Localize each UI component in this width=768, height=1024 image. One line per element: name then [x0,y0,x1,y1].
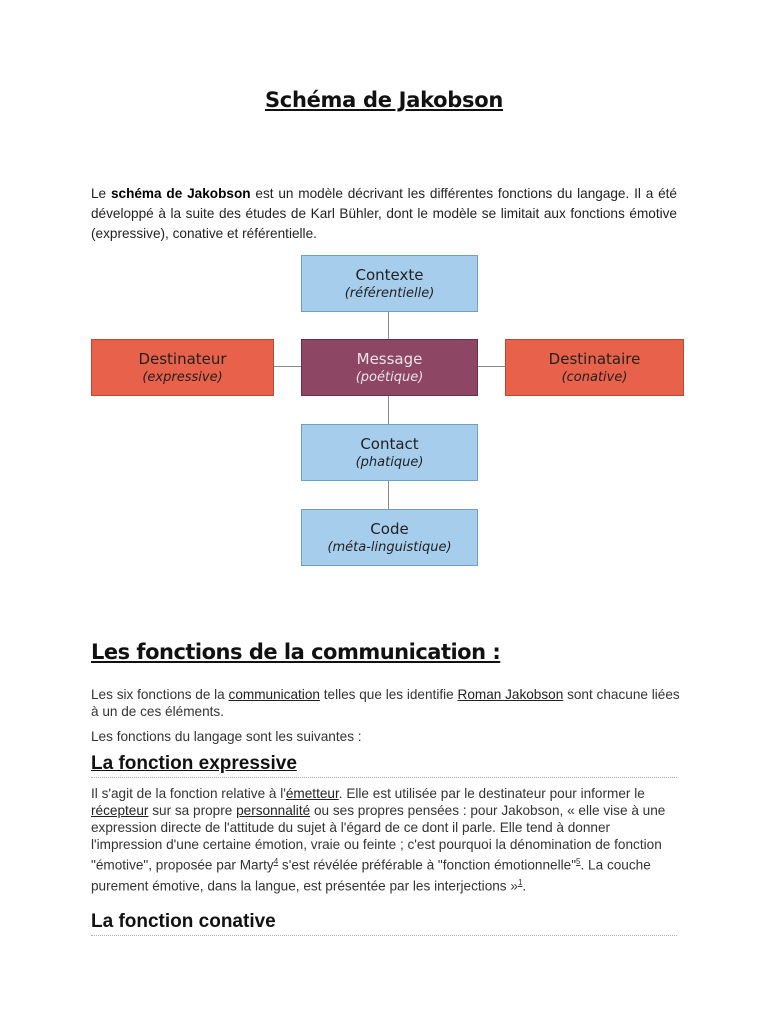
link-emetteur[interactable]: émetteur [285,786,339,801]
contact-name: Contact [360,434,419,453]
box-contact [301,424,478,481]
box-message [301,339,478,396]
section-heading: Les fonctions de la communication : [91,640,501,664]
link-recepteur[interactable]: récepteur [91,803,149,818]
connector-right [477,366,505,367]
connector-left [273,366,301,367]
p1-text-b: telles que les identifie [323,687,454,702]
expressive-text-4: ou ses propres pensées : pour Jakobson, « elle vise à une expression directe de l'attitude du sujet à l'égard de ce dont il parle. Elle tend à donner l'impression d'une certaine émotion, vraie ou feinte ; c'est pourquoi la dénomination de fonction "émotive", proposée par Marty [91,803,666,873]
link-personnalite[interactable]: personnalité [236,803,311,818]
p1-text-a: Les six fonctions de la [91,687,225,702]
box-destinateur [91,339,274,396]
footnote-1[interactable]: 1 [517,877,523,887]
connector-contact [388,396,389,424]
message-name: Message [356,349,423,368]
box-contexte [301,255,478,312]
heading-fonction-expressive [91,753,677,778]
link-roman-jakobson[interactable]: Roman Jakobson [457,687,564,702]
footnote-5[interactable]: 5 [576,857,581,866]
expressive-text-1: Il s'agit de la fonction relative à l' [91,786,286,801]
expressive-paragraph [91,785,681,894]
connector-code [388,481,389,509]
intro-bold-term: schéma de Jakobson [110,186,251,201]
intro-lead: Le [91,186,107,201]
page-title: Schéma de Jakobson [264,88,504,112]
message-role: (poétique) [355,369,424,385]
heading-fonction-conative [91,911,677,936]
section-paragraph-1 [91,686,681,720]
destinateur-role: (expressive) [142,369,223,385]
destinataire-name: Destinataire [548,349,641,368]
expressive-text-3: sur sa propre [152,803,233,818]
intro-paragraph [91,184,677,244]
contexte-role: (référentielle) [344,285,435,301]
contact-role: (phatique) [355,454,424,470]
section-paragraph-2: Les fonctions du langage sont les suivantes : [91,729,362,744]
intro-rest: est un modèle décrivant les différentes fonctions du langage. Il a été développé à la suite des études de Karl Bühler, dont le modèle se limitait aux fonctions émotive (expressive), conative et référentielle. [91,186,677,241]
link-communication[interactable]: communication [228,687,320,702]
box-destinataire [505,339,684,396]
destinataire-role: (conative) [561,369,628,385]
expressive-text-7: . [522,878,527,894]
destinateur-name: Destinateur [138,349,227,368]
expressive-text-5: s'est révélée préférable à "fonction émotionnelle" [281,857,577,873]
contexte-name: Contexte [355,265,424,284]
expressive-text-2: . Elle est utilisée par le destinateur pour informer le [338,786,645,801]
p1-text-c: sont chacune liées à un de ces éléments. [91,687,680,719]
conative-heading-text: La fonction conative [91,911,276,932]
expressive-text-6: . La couche purement émotive, dans la langue, est présentée par les interjections » [91,857,651,894]
box-code [301,509,478,566]
code-name: Code [370,519,409,538]
connector-top [388,311,389,339]
expressive-heading-text: La fonction expressive [91,753,297,774]
footnote-4[interactable]: 4 [273,857,279,866]
code-role: (méta-linguistique) [327,539,452,555]
